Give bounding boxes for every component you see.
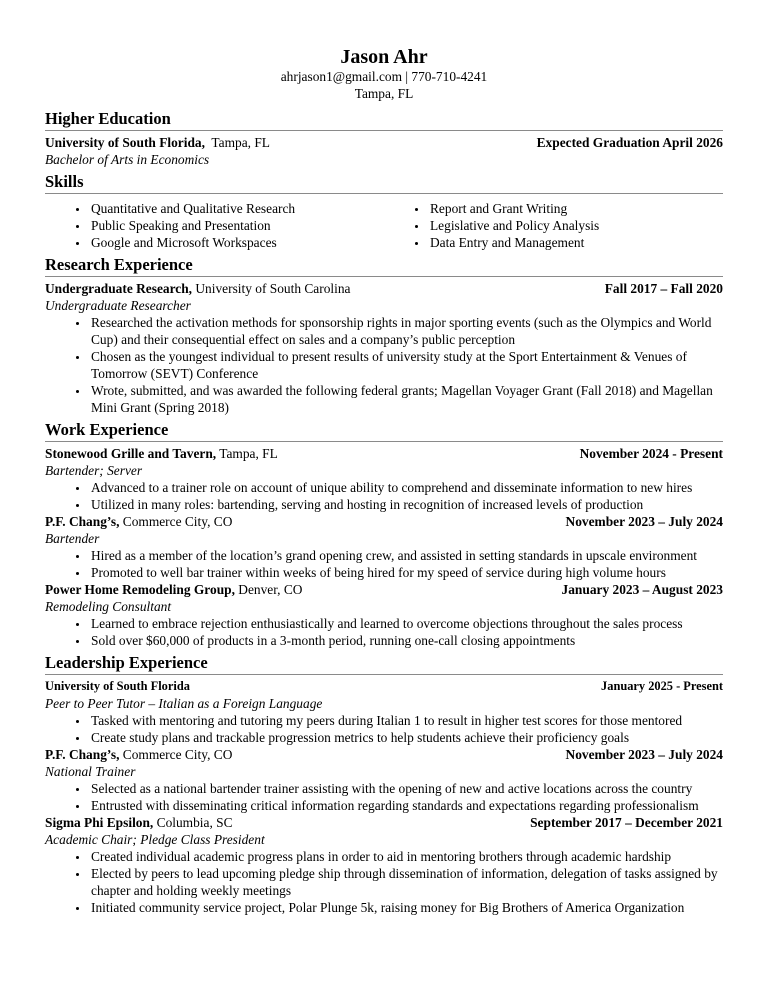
entry-org-line (45, 814, 233, 831)
entry-head (45, 280, 723, 297)
leadership-entry (45, 814, 723, 916)
leadership-entry (45, 678, 723, 746)
entry-org-line (45, 513, 232, 530)
entry-head (45, 678, 723, 695)
entry-role: Academic Chair; Pledge Class President (45, 832, 265, 847)
entry-head (45, 814, 723, 831)
leadership-section (45, 653, 723, 916)
skill-item: • Legislative and Policy Analysis (428, 217, 723, 234)
entry-location: Tampa, FL (219, 446, 278, 461)
education-degree: Bachelor of Arts in Economics (45, 152, 210, 167)
entry-bullets (45, 314, 723, 416)
skill-item: • Google and Microsoft Workspaces (89, 234, 384, 251)
leadership-entry (45, 746, 723, 814)
entry-dates: November 2024 - Present (579, 446, 723, 461)
candidate-name: Jason Ahr (340, 46, 428, 68)
candidate-location: Tampa, FL (354, 86, 414, 101)
skill-item: • Quantitative and Qualitative Research (89, 200, 384, 217)
bullet-item: • Sold over $60,000 of products in a 3-month period, running one-call closing appointments (89, 632, 723, 649)
bullet-item: • Selected as a national bartender trainer assisting with the opening of new and active locations across the country (89, 780, 723, 797)
education-section (45, 109, 723, 168)
entry-org: P.F. Chang’s, (45, 514, 120, 529)
entry-dates: September 2017 – December 2021 (530, 815, 723, 830)
bullet-item: • Tasked with mentoring and tutoring my peers during Italian 1 to result in higher test scores for those mentored (89, 712, 723, 729)
skills-columns (45, 200, 723, 251)
bullet-item: • Learned to embrace rejection enthusiastically and learned to overcome objections throughout the sales process (89, 615, 723, 632)
contact-line: ahrjason1@gmail.com | 770-710-4241 (280, 69, 488, 84)
entry-org-line (45, 445, 278, 462)
education-org-line (45, 134, 270, 151)
bullet-item: • Create study plans and trackable progression metrics to help students achieve their proficiency goals (89, 729, 723, 746)
entry-location: Denver, CO (238, 582, 303, 597)
bullet-item: • Utilized in many roles: bartending, serving and hosting in recognition of increased levels of production (89, 496, 723, 513)
entry-head (45, 746, 723, 763)
work-section (45, 420, 723, 649)
section-title-research: Research Experience (45, 255, 723, 277)
bullet-item: • Chosen as the youngest individual to present results of university study at the Sport Entertainment & Venues of Tomorrow (SEVT) Conference (89, 348, 723, 382)
entry-org: University of South Florida (45, 679, 190, 693)
section-title-education: Higher Education (45, 109, 723, 131)
bullet-item: • Created individual academic progress plans in order to aid in mentoring brothers through academic hardship (89, 848, 723, 865)
entry-location: Commerce City, CO (122, 747, 233, 762)
bullet-item: • Hired as a member of the location’s grand opening crew, and assisted in setting standards in upscale environment (89, 547, 723, 564)
bullet-item: • Researched the activation methods for sponsorship rights in major sporting events (such as the Olympics and World Cup) and their consequential effect on sales and a company’s public perception (89, 314, 723, 348)
entry-head (45, 445, 723, 462)
bullet-item: • Advanced to a trainer role on account of unique ability to comprehend and disseminate information to new hires (89, 479, 723, 496)
bullet-item: • Initiated community service project, Polar Plunge 5k, raising money for Big Brothers of America Organization (89, 899, 723, 916)
bullet-item: • Entrusted with disseminating critical information regarding standards and expectations regarding professionalism (89, 797, 723, 814)
entry-org-line (45, 678, 190, 695)
education-location: Tampa, FL (211, 135, 270, 150)
entry-dates: November 2023 – July 2024 (565, 747, 723, 762)
entry-location: University of South Carolina (195, 281, 351, 296)
entry-bullets (45, 712, 723, 746)
section-title-work: Work Experience (45, 420, 723, 442)
entry-bullets (45, 615, 723, 649)
entry-role: Bartender (45, 531, 100, 546)
entry-org: Sigma Phi Epsilon, (45, 815, 154, 830)
entry-bullets (45, 479, 723, 513)
research-entry (45, 280, 723, 416)
education-org: University of South Florida, (45, 135, 205, 150)
skill-item: • Report and Grant Writing (428, 200, 723, 217)
entry-role: Undergraduate Researcher (45, 298, 191, 313)
entry-head (45, 581, 723, 598)
skills-left-list (45, 200, 384, 251)
entry-bullets (45, 547, 723, 581)
education-entry-head (45, 134, 723, 151)
entry-role: Bartender; Server (45, 463, 143, 478)
skill-item: • Public Speaking and Presentation (89, 217, 384, 234)
entry-role: Peer to Peer Tutor – Italian as a Foreign Language (45, 696, 323, 711)
bullet-item: • Promoted to well bar trainer within weeks of being hired for my speed of service during high volume hours (89, 564, 723, 581)
work-entry (45, 445, 723, 513)
entry-bullets (45, 848, 723, 916)
entry-dates: January 2023 – August 2023 (561, 582, 723, 597)
entry-dates: January 2025 - Present (601, 679, 723, 693)
entry-org: P.F. Chang’s, (45, 747, 120, 762)
entry-org-line (45, 746, 232, 763)
research-section (45, 255, 723, 416)
resume-header (45, 46, 723, 102)
bullet-item: • Elected by peers to lead upcoming pledge ship through dissemination of information, delegation of tasks assigned by chapter and holding weekly meetings (89, 865, 723, 899)
work-entry (45, 513, 723, 581)
section-title-skills: Skills (45, 172, 723, 194)
entry-dates: Fall 2017 – Fall 2020 (604, 281, 723, 296)
bullet-item: • Wrote, submitted, and was awarded the following federal grants; Magellan Voyager Grant (Fall 2018) and Magellan Mini Grant (Spring 2018) (89, 382, 723, 416)
entry-location: Columbia, SC (156, 815, 233, 830)
entry-org-line (45, 581, 302, 598)
entry-org: Power Home Remodeling Group, (45, 582, 235, 597)
entry-org-line (45, 280, 350, 297)
skills-section (45, 172, 723, 251)
skill-item: • Data Entry and Management (428, 234, 723, 251)
skills-right-list (384, 200, 723, 251)
entry-location: Commerce City, CO (122, 514, 233, 529)
entry-role: National Trainer (45, 764, 136, 779)
entry-dates: November 2023 – July 2024 (565, 514, 723, 529)
work-entry (45, 581, 723, 649)
entry-org: Undergraduate Research, (45, 281, 193, 296)
education-dates: Expected Graduation April 2026 (536, 135, 723, 150)
entry-org: Stonewood Grille and Tavern, (45, 446, 217, 461)
entry-head (45, 513, 723, 530)
entry-role: Remodeling Consultant (45, 599, 172, 614)
entry-bullets (45, 780, 723, 814)
section-title-leadership: Leadership Experience (45, 653, 723, 675)
